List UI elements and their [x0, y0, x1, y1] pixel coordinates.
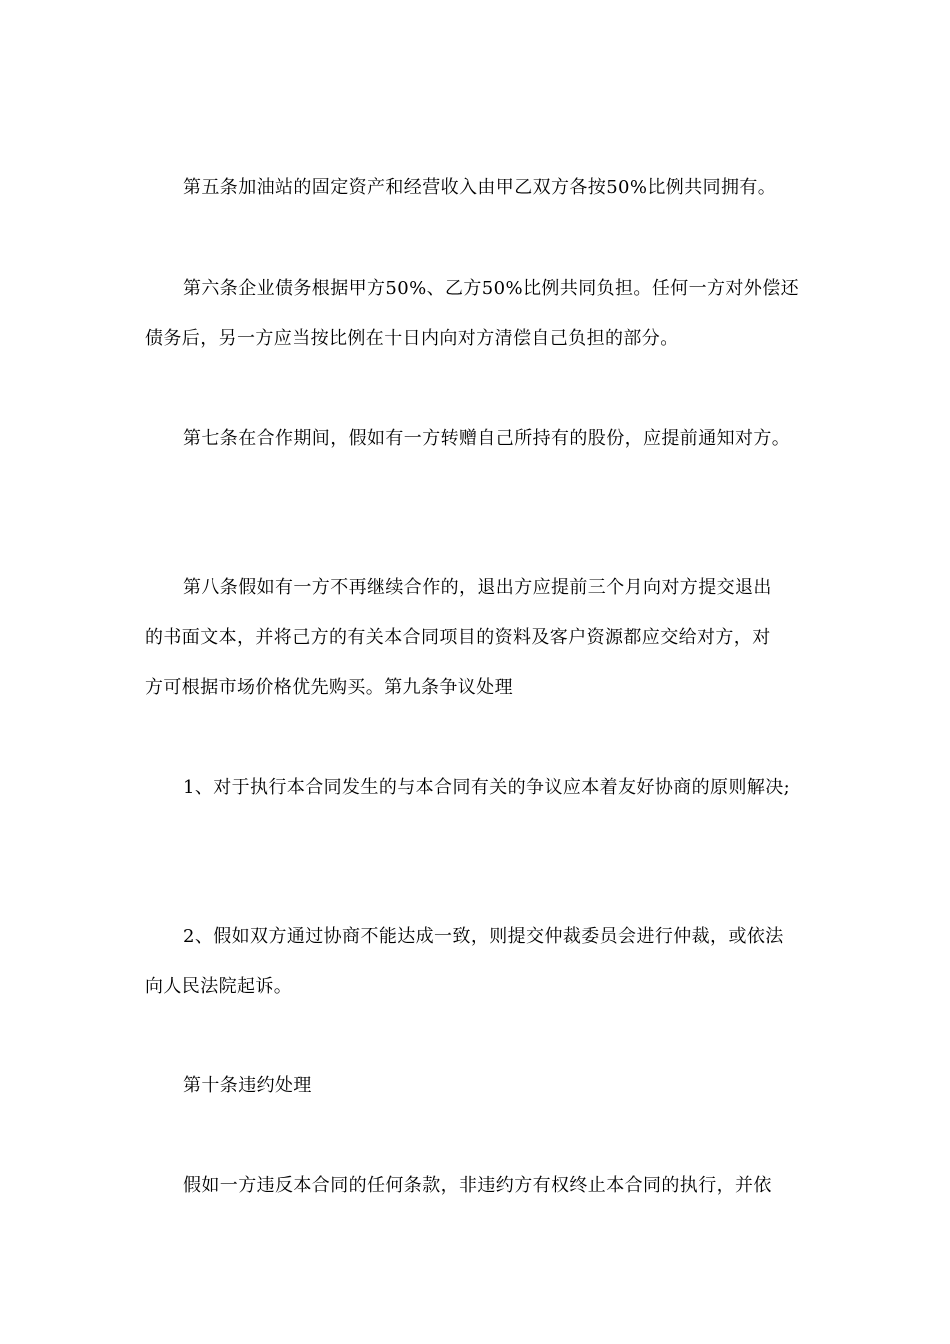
article-8-line-1: 第八条假如有一方不再继续合作的，退出方应提前三个月向对方提交退出 — [183, 577, 772, 598]
article-9-item-2-line-1: 2、假如双方通过协商不能达成一致，则提交仲裁委员会进行仲裁，或依法 — [183, 926, 784, 947]
article-8-line-2: 的书面文本，并将己方的有关本合同项目的资料及客户资源都应交给对方，对 — [145, 627, 771, 648]
article-7-line-1: 第七条在合作期间，假如有一方转赠自己所持有的股份，应提前通知对方。 — [183, 428, 791, 449]
article-8-line-3: 方可根据市场价格优先购买。第九条争议处理 — [145, 677, 513, 698]
article-6-line-2: 债务后，另一方应当按比例在十日内向对方清偿自己负担的部分。 — [145, 328, 679, 349]
article-9-item-1: 1、对于执行本合同发生的与本合同有关的争议应本着友好协商的原则解决; — [183, 777, 791, 798]
article-5-line-1: 第五条加油站的固定资产和经营收入由甲乙双方各按50%比例共同拥有。 — [183, 177, 777, 198]
article-10-body-line-1: 假如一方违反本合同的任何条款，非违约方有权终止本合同的执行，并依 — [183, 1175, 772, 1196]
article-10-heading: 第十条违约处理 — [183, 1075, 312, 1096]
article-9-item-2-line-2: 向人民法院起诉。 — [145, 976, 293, 997]
article-6-line-1: 第六条企业债务根据甲方50%、乙方50%比例共同负担。任何一方对外偿还 — [183, 278, 800, 299]
